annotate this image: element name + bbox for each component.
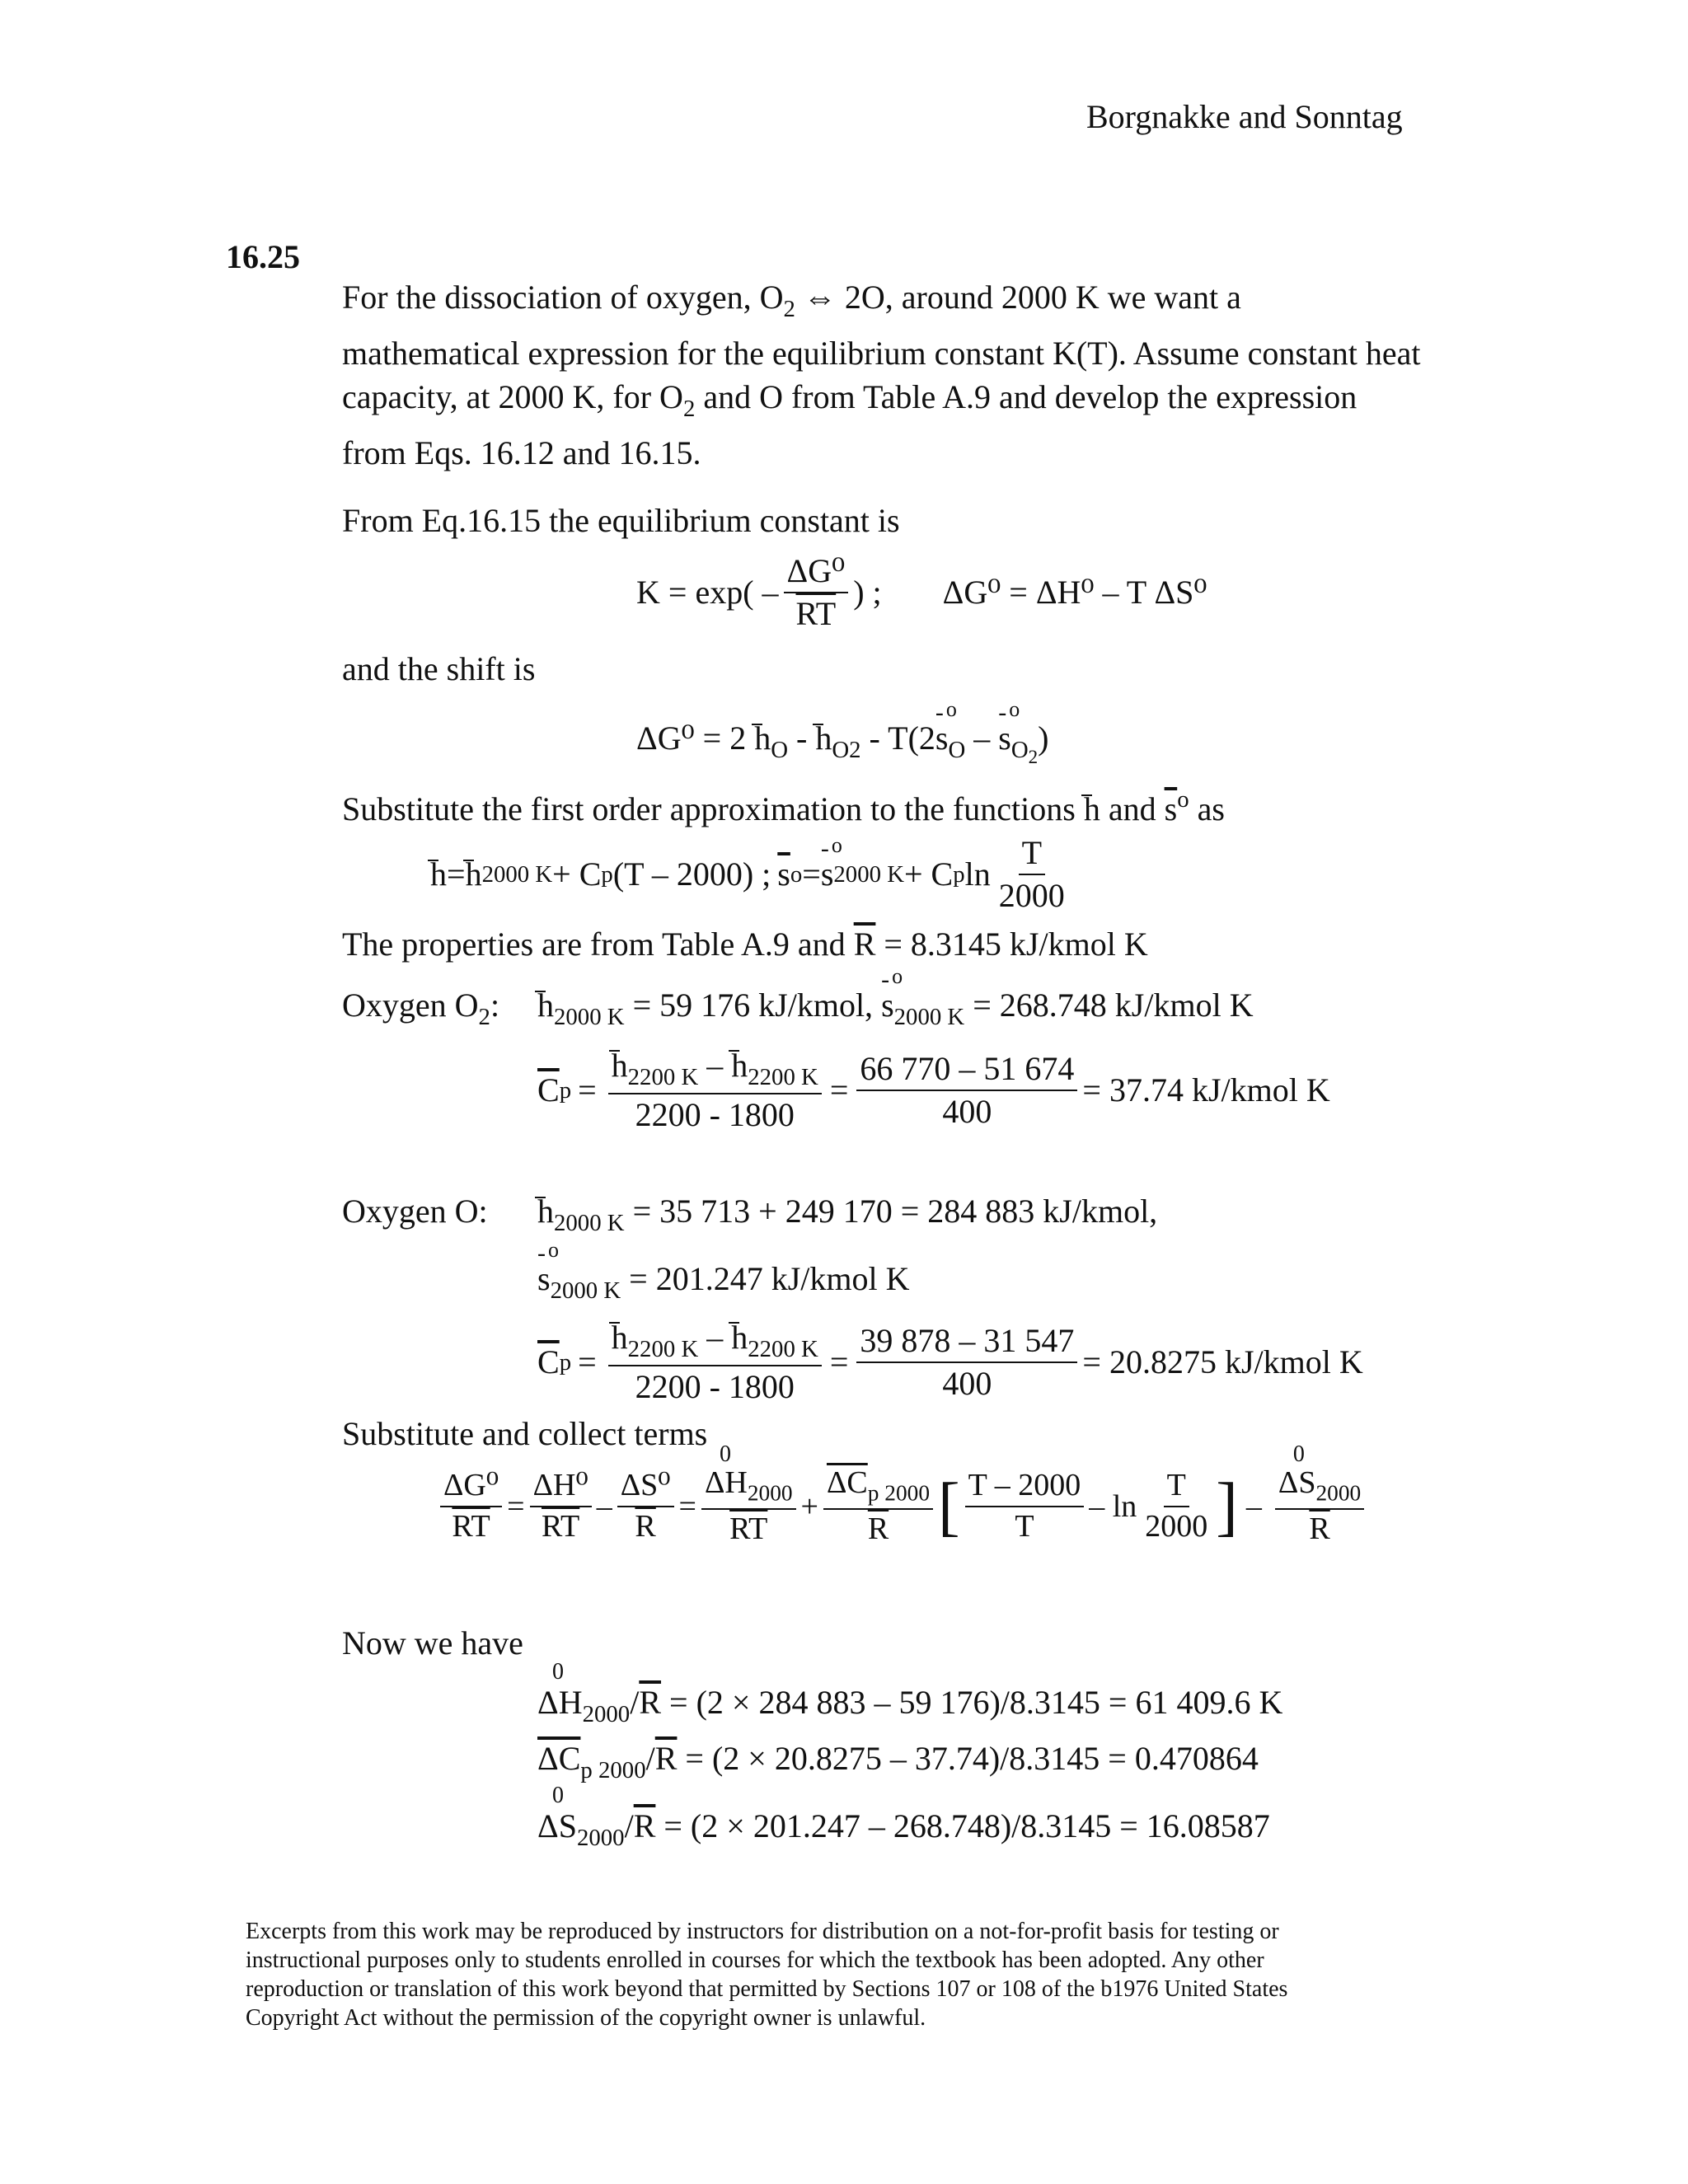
problem-statement <box>342 275 1447 475</box>
fraction: $\frac{\text{ΔS⁰}}{R}$ <box>617 1469 674 1544</box>
equilibrium-constant-equation: K = exp( – $\frac{\text{ΔG⁰}}{RT}$ ) ; ΔG⁰ = ΔH⁰ – T ΔS⁰ <box>636 552 1207 632</box>
problem-number: 16.25 <box>226 238 300 275</box>
fraction: $\frac{66 770 - 51 674}{400}$ <box>856 1052 1077 1129</box>
shift-equation: ΔG⁰ = 2 $h_O - h_{O2} - T(2-$ s $o_O$ – - s $o_{O_2}$) <box>636 722 1048 766</box>
o-cp-equation: $\overline{C}$ p = $\frac{h_{2200 K} - h_{2200 K}}{2200 - 1800}$ = $\frac{39 878 - 31 547}{400}$ = 20.8275 kJ/kmol K <box>537 1319 1363 1406</box>
approximation-equation: h = h 2000 K + C p (T – 2000) ; $\overline{s}$ o = - s o 2000 K + C p ln $\frac{T}{2000}$ <box>430 836 1073 913</box>
approximation-label: Substitute the first order approximation to the functions h and $\overline{s}^o$ as <box>342 786 1225 827</box>
o2-label: Oxygen $O_2$: <box>342 987 500 1031</box>
fraction: $\frac{\text{ΔG⁰}}{RT}$ <box>440 1469 502 1544</box>
statement-line-4: from Eqs. 16.12 and 16.15. <box>342 434 701 472</box>
footer-line-3: reproduction or translation of this work beyond that permitted by Sections 107 or 108 of the b1976 United States <box>246 1976 1288 2002</box>
fraction: ΔH 0 $_{2000}$ RT <box>701 1467 796 1546</box>
fraction: $\frac{T - 2000}{T}$ <box>965 1469 1085 1544</box>
fraction: ΔS 0 $_{2000}$ R <box>1275 1467 1364 1546</box>
now-label: Now we have <box>342 1624 523 1661</box>
result-entropy: ΔS 0 $_{2000}/\overline{R} = (2 \times 201.247 - 268.748)/8.3145 = 16.08587$ <box>537 1783 1270 1852</box>
collect-label: Substitute and collect terms <box>342 1415 708 1452</box>
fraction: $\frac{\overline{\Delta C}_{p 2000}}{R}$ <box>823 1467 933 1546</box>
footer-line-4: Copyright Act without the permission of the copyright owner is unlawful. <box>246 2005 926 2031</box>
fraction: $\frac{T}{2000}$ <box>998 834 1065 914</box>
properties-line: The properties are from Table A.9 and $\overline{R} = 8.3145$ kJ/kmol K <box>342 926 1148 963</box>
o-label: Oxygen O: <box>342 1193 488 1230</box>
fraction: $\frac{\text{ΔG⁰}}{RT}$ <box>784 554 849 631</box>
copyright-footer <box>246 1917 1287 2032</box>
collected-equation: $\frac{\text{ΔG⁰}}{RT}$ = $\frac{\text{ΔH⁰}}{RT}$ – $\frac{\text{ΔS⁰}}{R}$ = ΔH 0 $_{2000}$ RT + $\frac{\overline{\Delta C}_{p 2000}}{R}$ [ $\frac{T - 2000}{T}$ – ln $\frac{T}{2000}$ ] – ΔS 0 $_{2000}$ R <box>435 1467 1369 1546</box>
fraction: $\frac{h_{2200 K} - h_{2200 K}}{2200 - 1800}$ <box>608 1048 822 1132</box>
solution-intro: From Eq.16.15 the equilibrium constant is <box>342 502 900 539</box>
o-entropy: - s $o_{2000 K} = 201.247$ kJ/kmol K <box>537 1263 910 1303</box>
running-header: Borgnakke and Sonntag <box>1086 98 1403 135</box>
fraction: $\frac{h_{2200 K} - h_{2200 K}}{2200 - 1800}$ <box>608 1320 822 1404</box>
result-cp: $\overline{\Delta C}_{p 2000}/\overline{R} = (2 \times 20.8275 - 37.74)/8.3145 = 0.470864$ <box>537 1740 1259 1784</box>
statement-line-1: For the dissociation of oxygen, $O_2$ ⇔ 2O, around 2000 K we want a <box>342 279 1241 323</box>
result-enthalpy: ΔH 0 $_{2000}/\overline{R} = (2 \times 284$ 883 – 59 176)/8.3145 = 61 409.6 K <box>537 1659 1283 1728</box>
fraction: $\frac{\text{ΔH⁰}}{RT}$ <box>530 1469 592 1544</box>
o-enthalpy: $h_{2000 K} = 35$ 713 + 249 170 = 284 883 kJ/kmol, <box>537 1193 1158 1237</box>
statement-line-3: capacity, at 2000 K, for $O_2$ and O from Table A.9 and develop the expression <box>342 378 1357 423</box>
o2-enthalpy-entropy: $h_{2000 K} = 59$ 176 kJ/kmol, - s $o_{2000 K} = 268.748$ kJ/kmol K <box>537 989 1254 1029</box>
fraction: $\frac{T}{2000}$ <box>1145 1468 1208 1544</box>
footer-line-2: instructional purposes only to students enrolled in courses for which the textbook has been adopted. Any other <box>246 1947 1264 1973</box>
left-bracket: [ <box>938 1470 960 1544</box>
shift-label: and the shift is <box>342 650 536 687</box>
statement-line-2: mathematical expression for the equilibrium constant K(T). Assume constant heat <box>342 335 1421 373</box>
footer-line-1: Excerpts from this work may be reproduced by instructors for distribution on a not-for-profit basis for testing or <box>246 1919 1279 1944</box>
gibbs-definition: ΔG⁰ = ΔH⁰ – T ΔS⁰ <box>942 574 1207 611</box>
right-bracket: ] <box>1216 1470 1238 1544</box>
fraction: $\frac{39 878 - 31 547}{400}$ <box>856 1324 1077 1401</box>
o2-cp-equation: $\overline{C}$ p = $\frac{h_{2200 K} - h_{2200 K}}{2200 - 1800}$ = $\frac{66 770 - 51 674}{400}$ = 37.74 kJ/kmol K <box>537 1047 1330 1134</box>
